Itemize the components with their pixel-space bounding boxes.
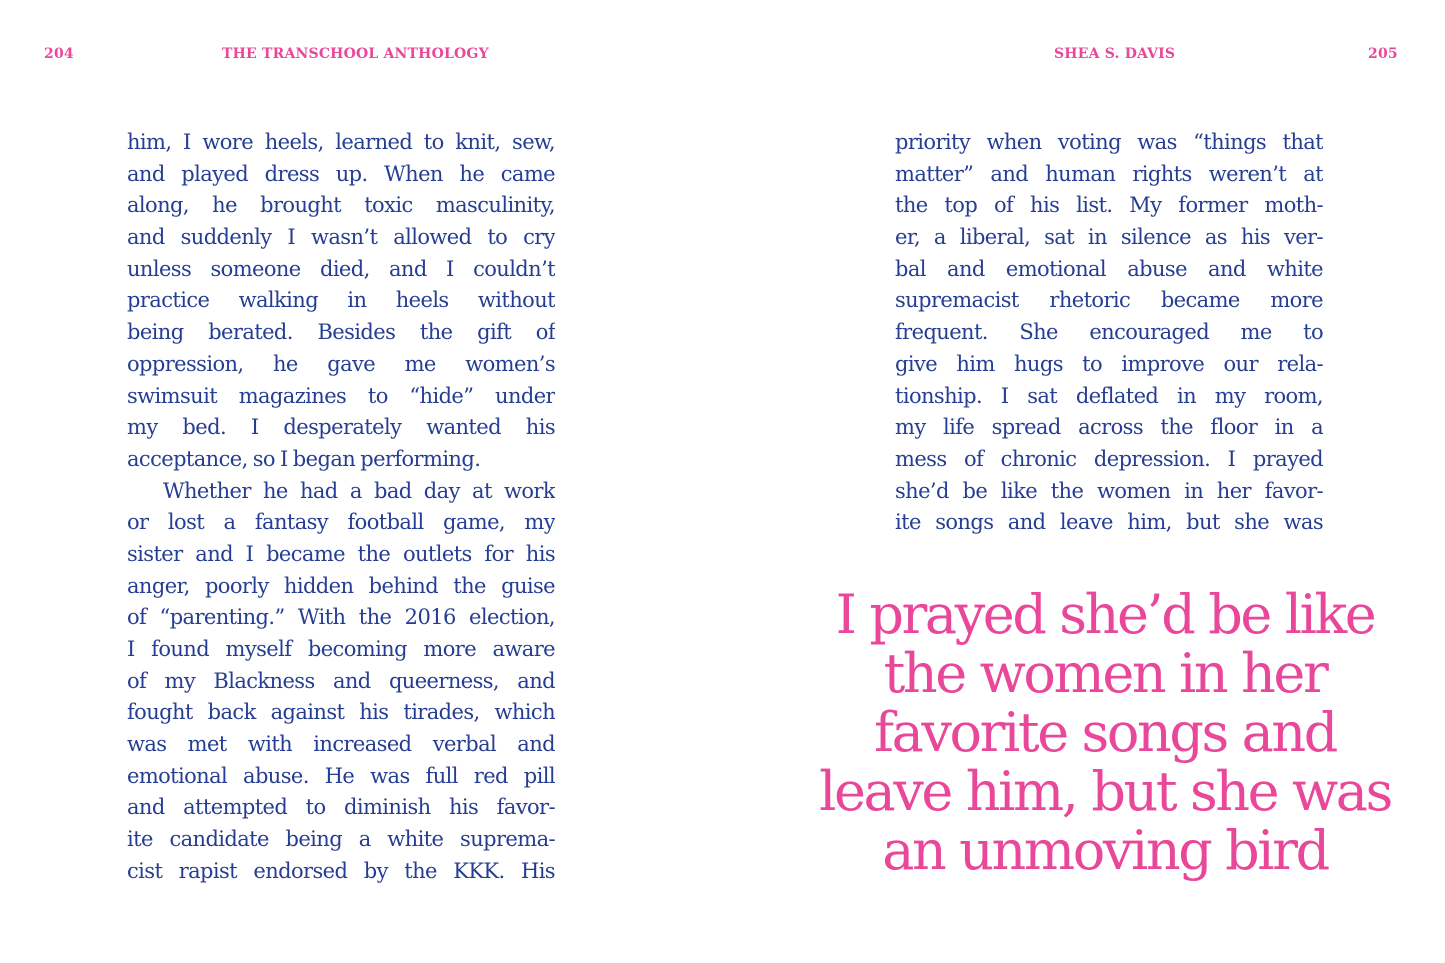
text-line: the top of his list. My former moth- (895, 193, 1323, 218)
text-line: ite candidate being a white suprema- (127, 827, 555, 852)
text-line: being berated. Besides the gift of (127, 320, 555, 345)
text-line: and played dress up. When he came (127, 161, 555, 186)
text-line: and attempted to diminish his favor- (127, 795, 555, 820)
text-line: my bed. I desperately wanted his (127, 415, 555, 440)
text-line: fought back against his tirades, which (127, 700, 555, 725)
pull-quote (815, 585, 1395, 880)
pull-quote-line: an unmoving bird (882, 819, 1328, 882)
pull-quote-line: the women in her (883, 642, 1327, 705)
pull-quote-line: I prayed she’d be like (835, 583, 1375, 646)
text-line: matter” and human rights weren’t at (895, 161, 1323, 186)
text-line: I found myself becoming more aware (127, 637, 555, 661)
page-number-left: 204 (44, 46, 74, 62)
text-line: my life spread across the floor in a (895, 415, 1323, 440)
right-page-body-text (895, 127, 1323, 539)
text-line-paragraph-start: Whether he had a bad day at work (163, 478, 555, 503)
text-line: bal and emotional abuse and white (895, 256, 1323, 281)
text-line: emotional abuse. He was full red pill (127, 763, 555, 788)
text-line: frequent. She encouraged me to (895, 320, 1323, 345)
text-line: tionship. I sat deflated in my room, (895, 383, 1323, 408)
text-line: or lost a fantasy football game, my (127, 510, 555, 535)
pull-quote-line: favorite songs and (874, 701, 1336, 764)
text-line: give him hugs to improve our rela- (895, 351, 1323, 376)
left-page-body-text (127, 127, 555, 888)
page-number-right: 205 (1368, 46, 1398, 62)
text-line: acceptance, so I began performing. (127, 446, 481, 471)
text-line: of “parenting.” With the 2016 election, (127, 605, 555, 630)
text-line: priority when voting was “things that (895, 130, 1323, 154)
text-line: cist rapist endorsed by the KKK. His (127, 858, 555, 883)
text-line: him, I wore heels, learned to knit, sew, (127, 130, 555, 154)
text-line: and suddenly I wasn’t allowed to cry (127, 225, 555, 250)
text-line: er, a liberal, sat in silence as his ver- (895, 225, 1323, 250)
text-line: practice walking in heels without (127, 288, 555, 313)
text-line: ite songs and leave him, but she was (895, 510, 1323, 535)
text-line: she’d be like the women in her favor- (895, 478, 1323, 503)
text-line: was met with increased verbal and (127, 732, 555, 757)
text-line: supremacist rhetoric became more (895, 288, 1323, 313)
text-line: along, he brought toxic masculinity, (127, 193, 555, 218)
running-head-author: SHEA S. DAVIS (1054, 46, 1176, 62)
text-line: swimsuit magazines to “hide” under (127, 383, 555, 408)
text-line: of my Blackness and queerness, and (127, 668, 555, 693)
text-line: mess of chronic depression. I prayed (895, 446, 1323, 471)
running-head-book-title: THE TRANSCHOOL ANTHOLOGY (222, 46, 489, 62)
text-line: anger, poorly hidden behind the guise (127, 573, 555, 598)
text-line: sister and I became the outlets for his (127, 541, 555, 566)
text-line: oppression, he gave me women’s (127, 351, 555, 376)
text-line: unless someone died, and I couldn’t (127, 256, 555, 281)
pull-quote-line: leave him, but she was (819, 760, 1391, 823)
